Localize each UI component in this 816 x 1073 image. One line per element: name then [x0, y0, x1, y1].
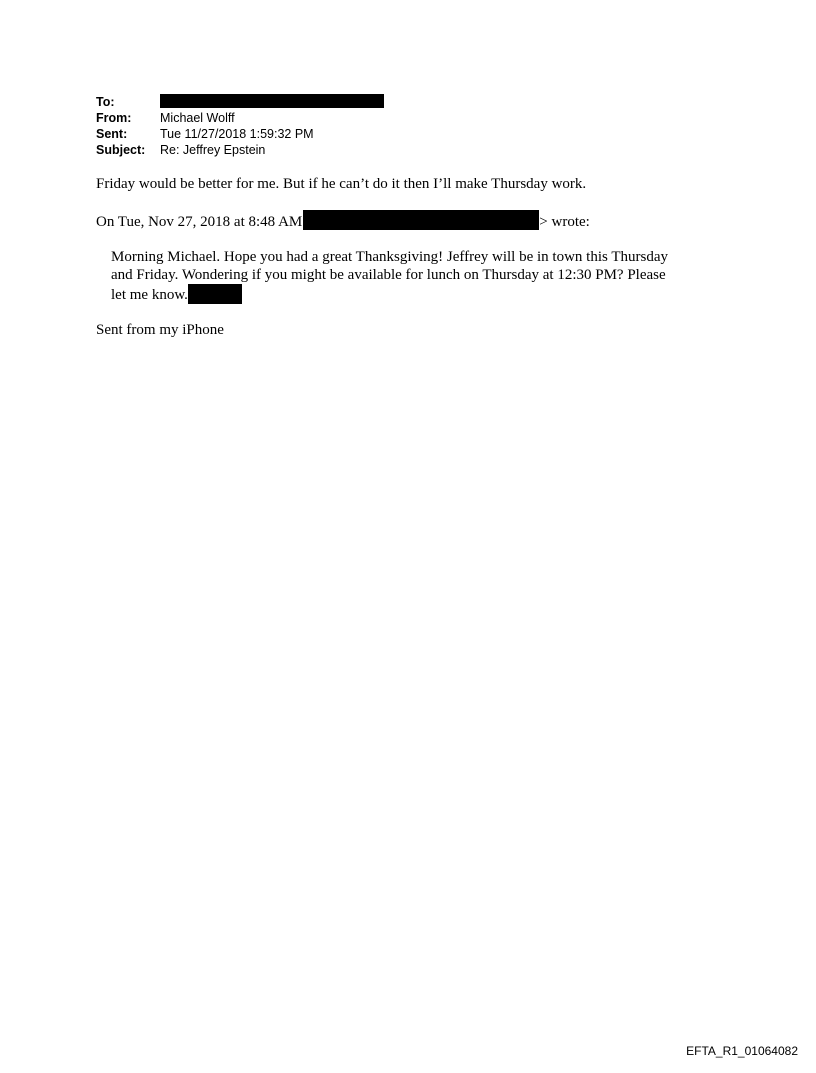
attribution-prefix: On Tue, Nov 27, 2018 at 8:48 AM	[96, 214, 303, 230]
redacted-signature	[188, 284, 242, 304]
to-row	[96, 94, 384, 110]
bates-number: EFTA_R1_01064082	[686, 1044, 798, 1058]
quoted-line: and Friday. Wondering if you might be available for lunch on Thursday at 12:30 PM? Please	[111, 267, 666, 283]
quoted-message	[111, 248, 711, 304]
subject-label: Subject:	[96, 143, 146, 157]
from-row	[96, 110, 384, 126]
redacted-sender	[303, 210, 539, 230]
sent-label: Sent:	[96, 127, 128, 141]
to-label: To:	[96, 95, 115, 109]
reply-text: Friday would be better for me. But if he can’t do it then I’ll make Thursday work.	[96, 176, 587, 192]
sent-value: Tue 11/27/2018 1:59:32 PM	[160, 127, 314, 141]
subject-row	[96, 142, 384, 158]
quoted-line-last	[111, 284, 711, 304]
sent-row	[96, 126, 384, 142]
signoff-text: Sent from my iPhone	[96, 322, 224, 338]
from-value: Michael Wolff	[160, 111, 235, 125]
attribution-suffix: > wrote:	[539, 214, 590, 230]
quoted-line: Morning Michael. Hope you had a great Thanksgiving! Jeffrey will be in town this Thursday	[111, 249, 668, 265]
email-header	[96, 94, 384, 158]
quote-attribution	[96, 210, 590, 231]
redacted-recipient	[160, 94, 384, 108]
quoted-line-text: let me know.	[111, 287, 188, 303]
from-label: From:	[96, 111, 132, 125]
subject-value: Re: Jeffrey Epstein	[160, 143, 266, 157]
